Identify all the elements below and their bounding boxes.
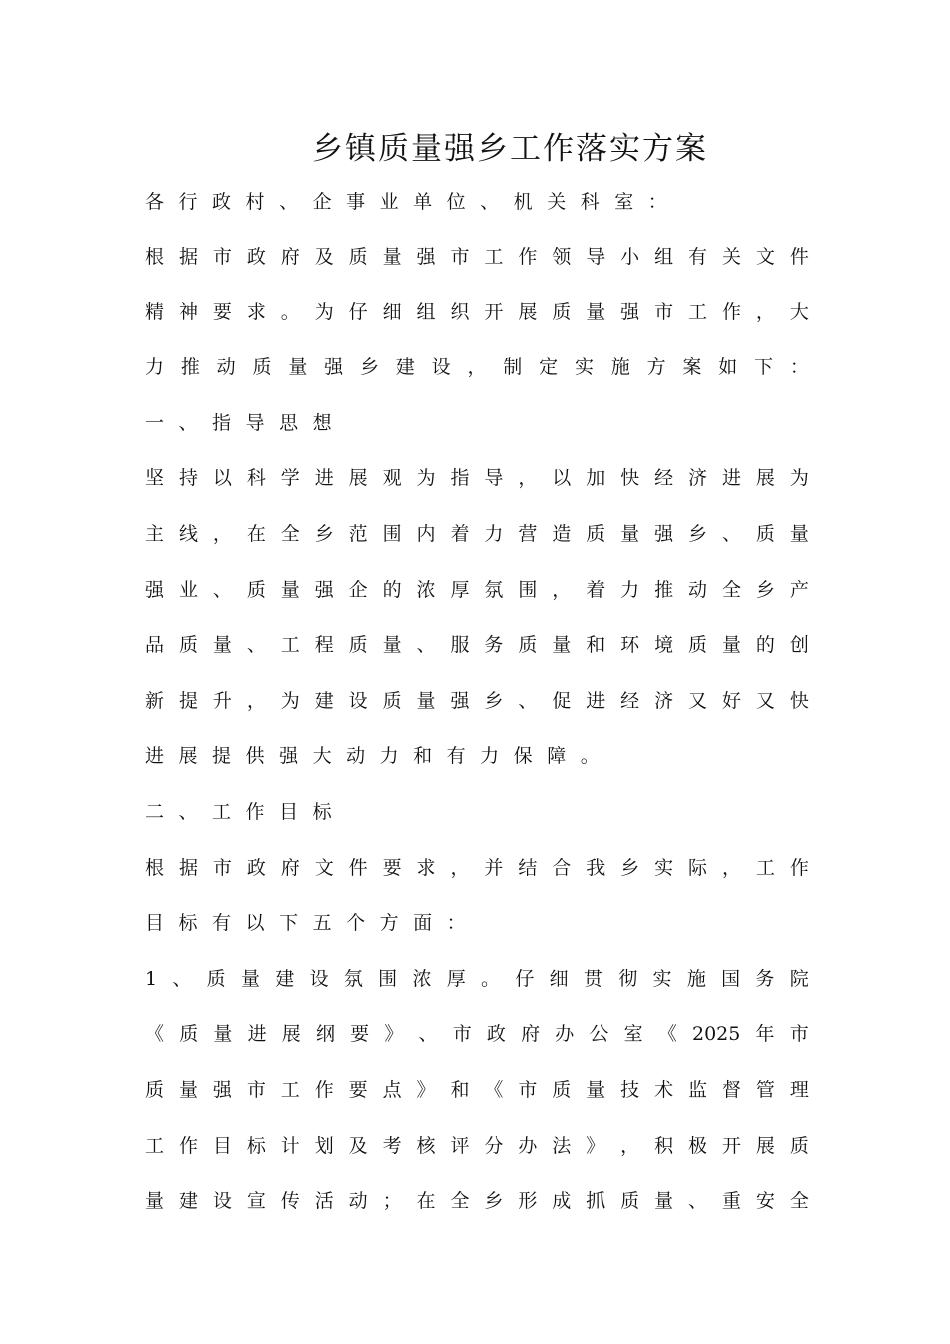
body-line: 二 、 工 作 目 标 xyxy=(145,801,332,823)
body-line: 进 展 提 供 强 大 动 力 和 有 力 保 障 。 xyxy=(145,745,600,767)
body-line: 各 行 政 村 、 企 事 业 单 位 、 机 关 科 室 ： xyxy=(145,191,667,213)
body-line: 品 质 量 、 工 程 质 量 、 服 务 质 量 和 环 境 质 量 的 创 xyxy=(145,634,809,656)
body-line: 工 作 目 标 计 划 及 考 核 评 分 办 法 》 ， 积 极 开 展 质 xyxy=(145,1135,809,1157)
body-line: 精 神 要 求 。 为 仔 细 组 织 开 展 质 量 强 市 工 作 ， 大 xyxy=(145,301,809,323)
body-line: 一 、 指 导 思 想 xyxy=(145,412,332,434)
body-line: 新 提 升 ， 为 建 设 质 量 强 乡 、 促 进 经 济 又 好 又 快 xyxy=(145,690,809,712)
body-line: 根 据 市 政 府 及 质 量 强 市 工 作 领 导 小 组 有 关 文 件 xyxy=(145,246,809,268)
body-line: 强 业 、 质 量 强 企 的 浓 厚 氛 围 ， 着 力 推 动 全 乡 产 xyxy=(145,579,809,601)
body-line: 目 标 有 以 下 五 个 方 面 ： xyxy=(145,912,466,934)
body-line: 1 、 质 量 建 设 氛 围 浓 厚 。 仔 细 贯 彻 实 施 国 务 院 xyxy=(145,968,809,990)
body-line: 坚 持 以 科 学 进 展 观 为 指 导 ， 以 加 快 经 济 进 展 为 xyxy=(145,467,809,489)
body-line: 《 质 量 进 展 纲 要 》 、 市 政 府 办 公 室 《 2025 年 市 xyxy=(145,1023,809,1045)
document-title: 乡镇质量强乡工作落实方案 xyxy=(312,131,708,167)
body-line: 质 量 强 市 工 作 要 点 》 和 《 市 质 量 技 术 监 督 管 理 xyxy=(145,1079,809,1101)
body-line: 量 建 设 宣 传 活 动 ； 在 全 乡 形 成 抓 质 量 、 重 安 全 xyxy=(145,1190,809,1212)
body-line: 主 线 ， 在 全 乡 范 围 内 着 力 营 造 质 量 强 乡 、 质 量 xyxy=(145,523,809,545)
body-line: 力 推 动 质 量 强 乡 建 设 ， 制 定 实 施 方 案 如 下 ： xyxy=(145,356,809,378)
body-line: 根 据 市 政 府 文 件 要 求 ， 并 结 合 我 乡 实 际 ， 工 作 xyxy=(145,857,809,879)
